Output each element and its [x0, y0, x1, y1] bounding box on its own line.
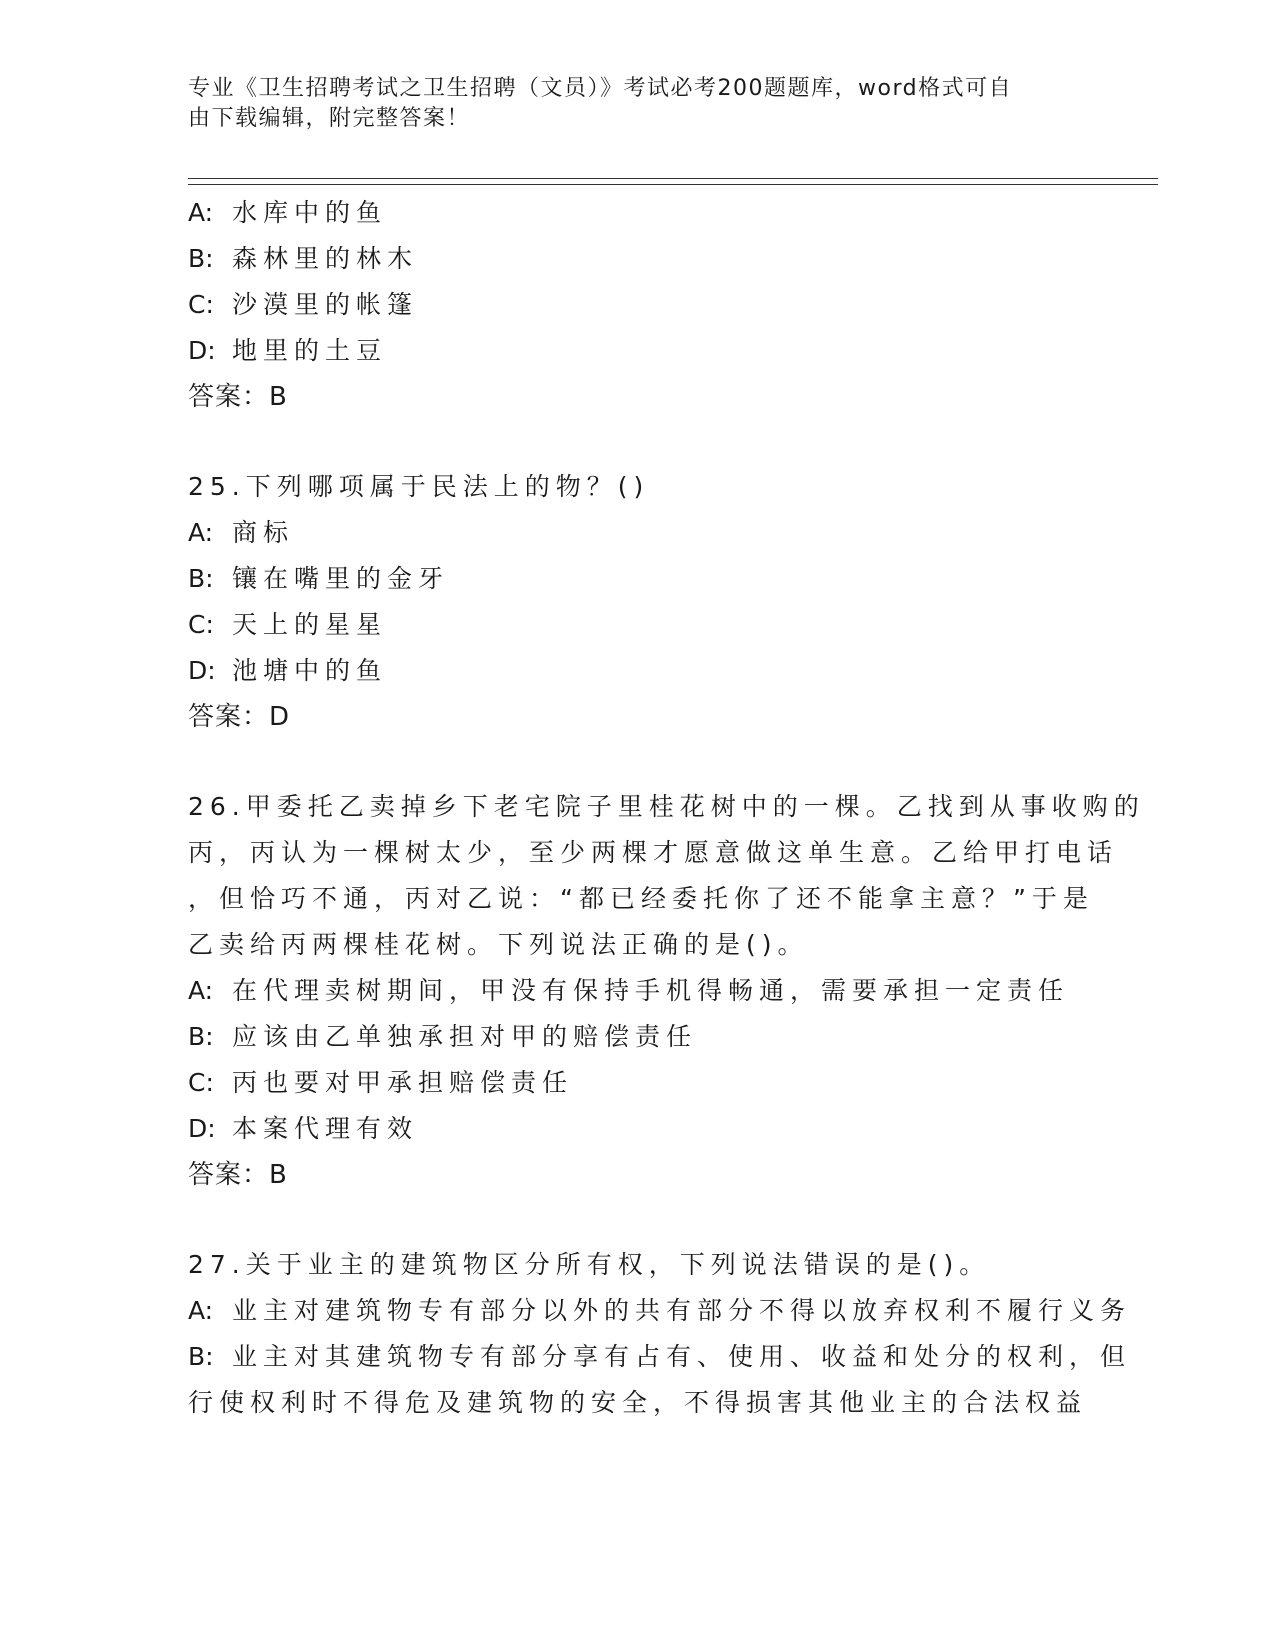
option-d: [188, 328, 1088, 374]
option-letter: D:: [188, 1114, 216, 1143]
header-line-1: 专业《卫生招聘考试之卫生招聘（文员）》考试必考200题题库，word格式可自: [188, 76, 1013, 101]
option-text: 商标: [232, 518, 295, 547]
option-a: [188, 968, 1088, 1014]
option-c: [188, 1060, 1088, 1106]
option-letter: B:: [188, 244, 214, 273]
question-stem-line: ，但恰巧不通，丙对乙说：“都已经委托你了还不能拿主意？”于是: [188, 884, 1094, 913]
option-b: [188, 1014, 1088, 1060]
option-text: 业主对其建筑物专有部分享有占有、使用、收益和处分的权利，但: [232, 1342, 1132, 1371]
option-text: 业主对建筑物专有部分以外的共有部分不得以放弃权利不履行义务: [232, 1296, 1132, 1325]
option-text: 沙漠里的帐篷: [232, 290, 419, 319]
question-24: [188, 190, 1088, 420]
header-line-2: 由下载编辑，附完整答案！: [188, 106, 471, 131]
option-d: [188, 1106, 1088, 1152]
option-text: 森林里的林木: [232, 244, 419, 273]
option-d: [188, 648, 1088, 694]
option-b: [188, 1334, 1132, 1380]
option-letter: C:: [188, 290, 214, 319]
option-letter: B:: [188, 1022, 214, 1051]
option-b: [188, 236, 1088, 282]
option-c: [188, 282, 1088, 328]
option-text: 镶在嘴里的金牙: [232, 564, 450, 593]
option-letter: B:: [188, 1342, 214, 1371]
option-text: 池塘中的鱼: [232, 656, 388, 685]
question-stem: 25.下列哪项属于民法上的物？(): [188, 472, 650, 501]
option-letter: B:: [188, 564, 214, 593]
question-25: [188, 464, 1088, 740]
question-stem-line: 乙卖给丙两棵桂花树。下列说法正确的是()。: [188, 930, 809, 959]
question-26: [188, 784, 1145, 1198]
option-letter: A:: [188, 198, 214, 227]
option-text: 在代理卖树期间，甲没有保持手机得畅通，需要承担一定责任: [232, 976, 1070, 1005]
option-a: [188, 1288, 1132, 1334]
option-letter: C:: [188, 610, 214, 639]
option-letter: A:: [188, 1296, 214, 1325]
option-a: [188, 190, 1088, 236]
question-stem: 27.关于业主的建筑物区分所有权，下列说法错误的是()。: [188, 1250, 991, 1279]
option-text: 本案代理有效: [232, 1114, 419, 1143]
answer-line: 答案：B: [188, 1160, 288, 1190]
document-header: [188, 74, 1068, 134]
header-divider-top: [188, 178, 1158, 179]
option-letter: C:: [188, 1068, 214, 1097]
option-c: [188, 602, 1088, 648]
option-text: 应该由乙单独承担对甲的赔偿责任: [232, 1022, 698, 1051]
question-27: [188, 1242, 1132, 1426]
option-letter: D:: [188, 336, 216, 365]
option-text: 地里的土豆: [232, 336, 388, 365]
option-text: 水库中的鱼: [232, 198, 388, 227]
question-stem-line: 26.甲委托乙卖掉乡下老宅院子里桂花树中的一棵。乙找到从事收购的: [188, 792, 1145, 821]
answer-line: 答案：D: [188, 702, 291, 732]
option-text: 丙也要对甲承担赔偿责任: [232, 1068, 574, 1097]
option-text: 天上的星星: [232, 610, 388, 639]
header-divider-bottom: [188, 184, 1158, 185]
option-b: [188, 556, 1088, 602]
option-letter: D:: [188, 656, 216, 685]
question-stem-line: 丙，丙认为一棵树太少，至少两棵才愿意做这单生意。乙给甲打电话: [188, 838, 1119, 867]
option-letter: A:: [188, 518, 214, 547]
option-letter: A:: [188, 976, 214, 1005]
answer-line: 答案：B: [188, 382, 288, 412]
option-b-continuation: 行使权利时不得危及建筑物的安全，不得损害其他业主的合法权益: [188, 1388, 1088, 1417]
question-list: [188, 190, 1145, 1426]
option-a: [188, 510, 1088, 556]
